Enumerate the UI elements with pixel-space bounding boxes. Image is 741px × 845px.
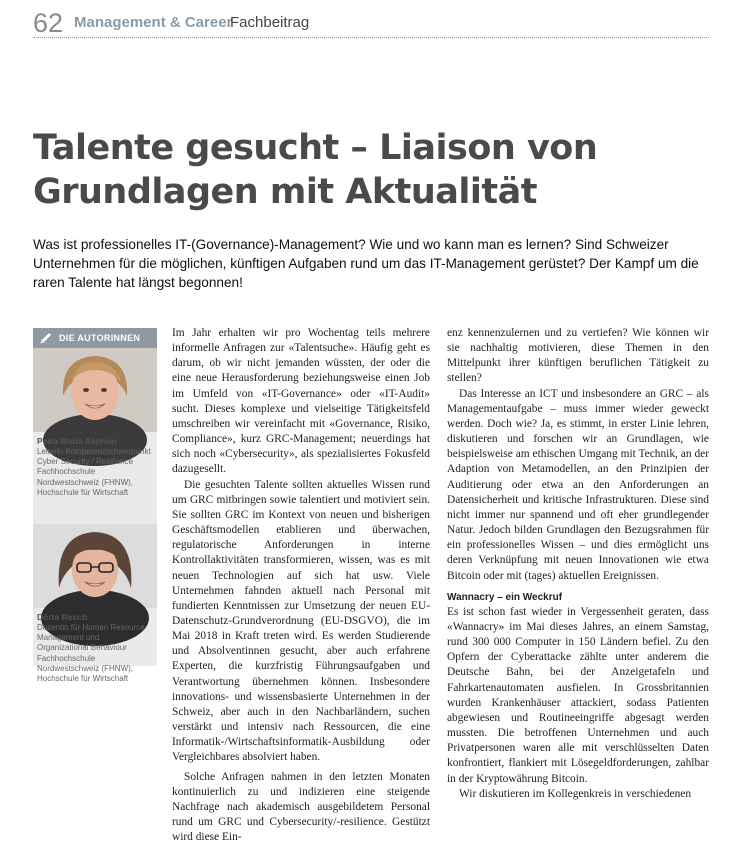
author-1-description: Leiterin Kompetenzschwerpunkt Cyber Security / Resilience Fachhochschule Nordwestschweiz (FHNW), Hochschule für Wirtschaft [37, 447, 151, 497]
page-number: 62 [33, 8, 64, 38]
author-photo-1 [33, 348, 157, 432]
body-column-2 [447, 326, 709, 802]
article-kind: Fachbeitrag [230, 14, 310, 31]
paragraph: Solche Anfragen nahmen in den letzten Monaten kontinuierlich zu und indizieren eine steigende Nachfrage nach akademisch ausgebildetem Personal rund um GRC und Cybersecurity/-resilience. Gestützt wird diese Ein- [172, 770, 430, 844]
authors-box [33, 328, 157, 684]
paragraph: Es ist schon fast wieder in Vergessenheit geraten, dass «Wannacry» im Mai dieses Jahres, an einem Samstag, rund 300 000 Computer in 150 Ländern befiel. Zu den Opfern der Cyberattacke zählte unter anderem die Deutsche Bahn, bei der Anzeigetafeln und Fahrkartenautomaten ausfielen. In Grossbritannien wurden Krankenhäuser attackiert, sodass Patienten abgewiesen und Routineeingriffe abgesagt werden mussten. Die betroffenen Unternehmen und auch Privatpersonen waren alle mit verschlüsselten Daten konfrontiert, flankiert mit Lösegeldforderungen, zahlbar in der Kryptowährung Bitcoin. [447, 605, 709, 785]
paragraph: enz kennenzulernen und zu vertiefen? Wie können wir sie nachhaltig motivieren, diese Themen in den Mittelpunkt ihrer künftigen beruflichen Tätigkeit zu stellen? [447, 327, 709, 385]
article-title [33, 126, 713, 214]
pencil-icon [39, 331, 53, 345]
authors-heading [33, 328, 157, 348]
paragraph: Wir diskutieren im Kollegenkreis in verschiedenen [459, 787, 692, 800]
author-photo-2 [33, 524, 157, 608]
section-name: Management & Career [74, 14, 233, 31]
author-2-description: Dozentin für Human Resource Management und Organizational Behaviour Fachhochschule Nordwestschweiz (FHNW), Hochschule für Wirtschaft [37, 623, 145, 684]
paragraph: Die gesuchten Talente sollten aktuelles Wissen rund um GRC mitbringen sowie talentiert und motiviert sein. Sie sollten GRC im Kontext von neuen und bisherigen Geschäftsmodellen etablieren und überwachen, regulatorische Anforderungen in interne Kontrollaktivitäten transformieren, wissen, was es mit neuen Technologien auf sich hat usw. Viele Unternehmen fahnden aktuell nach Personal mit fundierten Kenntnissen zur Umsetzung der neuen EU-Datenschutz-Grundverordnung (EU-DSGVO), die im Mai 2018 in Kraft treten wird. Es werden Studierende und Absolventinnen gesucht, aber auch erfahrene Experten, die kurzfristig Führungsaufgaben und Verantwortung übernehmen können. Insbesondere innovations- und wissensbasierte Unternehmen in der Schweiz, aber auch in den Nachbarländern, suchen verstärkt und intensiv nach Ressourcen, die eine Informatik-/Wirtschaftsinformatik-Ausbildung oder Vergleichbares absolviert haben. [172, 478, 430, 764]
body-column-1 [172, 326, 430, 845]
article-lead: Was ist professionelles IT-(Governance)-Management? Wie und wo kann man es lernen? Sind Schweizer Unternehmen für die möglichen, künftigen Aufgaben rund um das IT-Management gerüstet? Der Kampf um die raren Talente hat längst begonnen! [33, 237, 699, 290]
authors-heading-label: DIE AUTORINNEN [59, 333, 141, 343]
page-header [33, 8, 709, 38]
author-1-name: Petra Maria Asprion [37, 436, 117, 446]
paragraph: Im Jahr erhalten wir pro Wochentag teils mehrere informelle Anfragen zur «Talentsuche». Häufig geht es darum, ob wir nicht jemanden wüssten, der oder die eine neue Herausforderung beziehungsweise einen Job im Umfeld von «IT-Governance» oder «IT-Audit» sucht. Dieses komplexe und vielseitige Tätigkeitsfeld umschreiben wir vereinfacht mit «Governance, Risiko, Compliance», kurz GRC-Management; neuerdings hat sich noch «Cybersecurity», als spezialisiertes Fokusfeld dazugesellt. [172, 327, 430, 476]
title-line-1: Talente gesucht – Liaison von [33, 128, 598, 168]
subheading: Wannacry – ein Weckruf [447, 591, 563, 603]
author-2-name: Dörte Resch [37, 612, 88, 622]
paragraph: Das Interesse an ICT und insbesondere an GRC – als Managementaufgabe – muss immer wieder geweckt werden. Doch wie? Ja, es stimmt, in erster Linie lehren, diskutieren und forschen wir an Grundlagen, wie beispielsweise am ethischen Umgang mit Technik, an der Adaption von Metamodellen, an den Prinzipien der Auditierung oder etwa an den Anforderungen an Datensicherheit und kritische Infrastrukturen. Diese sind nicht immer nur spannend und oft eher grundlegender Natur. Jedoch bilden Grundlagen den Bezugsrahmen für ein professionelles Wissen – und dies ermöglicht uns deren Verknüpfung mit neuen Innovationen wie etwa Bitcoin oder mit (tages) aktuellen Ereignissen. [447, 387, 709, 582]
title-line-2: Grundlagen mit Aktualität [33, 172, 537, 212]
